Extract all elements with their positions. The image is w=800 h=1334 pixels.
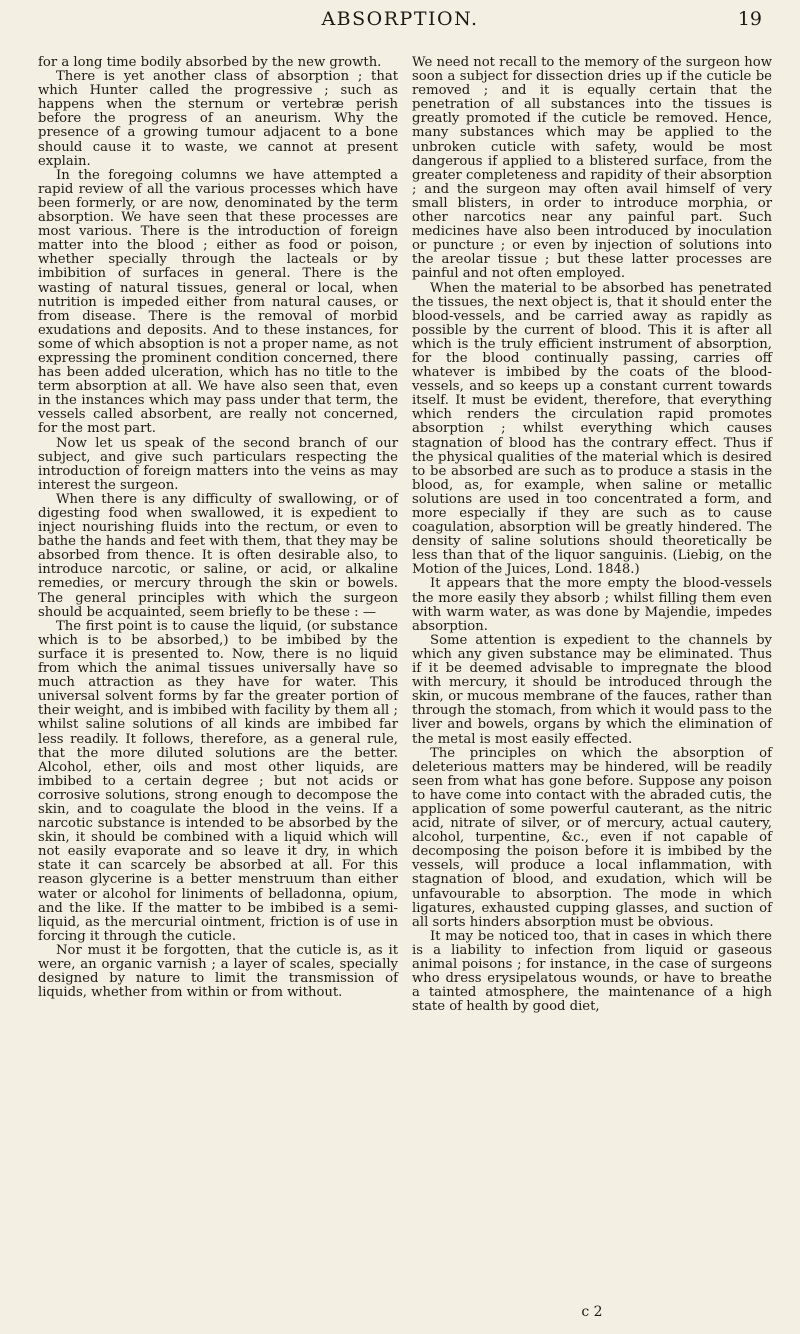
paragraph: There is yet another class of absorption ; that which Hunter called the progressive ; such as happens when the sternum or vertebræ perish before the progress of an aneurism. Why the presence of a growing tumour adjacent to a bone should cause it to waste, we cannot at present explain. xyxy=(38,69,398,169)
paragraph: It may be noticed too, that in cases in which there is a liability to infection from liquid or gaseous animal poisons ; for instance, in the case of surgeons who dress erysipelatous wounds, or have to breathe a tainted atmosphere, the maintenance of a high state of health by good diet, xyxy=(412,928,772,1015)
paragraph: When the material to be absorbed has penetrated the tissues, the next object is, that it should enter the blood-vessels, and be carried away as rapidly as possible by the current of blood. This it is after all which is the truly efficient instrument of absorption, for the blood continually passing, carries off whatever is imbibed by the coats of the blood-vessels, and so keeps up a constant current towards itself. It must be evident, therefore, that everything which renders the circulation rapid promotes absorption ; whilst everything which causes stagnation of blood has the contrary effect. Thus if the physical qualities of the material which is desired to be absorbed are such as to produce a stasis in the blood, as, for example, when saline or metallic solutions are used in too concentrated a form, and more especially if they are such as to cause coagulation, absorption will be greatly hindered. The density of saline solutions should theoretically be less than that of the liquor sanguinis. (Liebig, on the Motion of the Juices, Lond. 1848.) xyxy=(412,280,772,578)
left-column xyxy=(38,56,398,1000)
page-number: 19 xyxy=(737,8,762,30)
paragraph: for a long time bodily absorbed by the new growth. xyxy=(38,55,382,70)
page-header xyxy=(0,4,800,38)
running-title: ABSORPTION. xyxy=(321,8,479,30)
paragraph: Now let us speak of the second branch of our subject, and give such particulars respecting the introduction of foreign matters into the veins as may interest the surgeon. xyxy=(38,435,398,493)
paragraph: When there is any difficulty of swallowing, or of digesting food when swallowed, it is expedient to inject nourishing fluids into the rectum, or even to bathe the hands and feet with them, that they may be absorbed from thence. It is often desirable also, to introduce narcotic, or saline, or acid, or alkaline remedies, or mercury through the skin or bowels. The general principles with which the surgeon should be acquainted, seem briefly to be these : — xyxy=(38,491,398,620)
paragraph: It appears that the more empty the blood-vessels the more easily they absorb ; whilst filling them even with warm water, as was done by Majendie, impedes absorption. xyxy=(412,576,772,634)
paragraph: Some attention is expedient to the channels by which any given substance may be eliminated. Thus if it be deemed advisable to impregnate the blood with mercury, it should be introduced through the skin, or mucous membrane of the fauces, rather than through the stomach, from which it would pass to the liver and bowels, organs by which the elimination of the metal is most easily effected. xyxy=(412,632,772,747)
paragraph: The principles on which the absorption of deleterious matters may be hindered, will be readily seen from what has gone before. Suppose any poison to have come into contact with the abraded cutis, the application of some powerful cauterant, as the nitric acid, nitrate of silver, or of mercury, actual cautery, alcohol, turpentine, &c., even if not capable of decomposing the poison before it is imbibed by the vessels, will produce a local inflammation, with stagnation of blood, and exudation, which will be unfavourable to absorption. The mode in which ligatures, exhausted cupping glasses, and suction of all sorts hinders absorption must be obvious. xyxy=(412,745,772,930)
paragraph: The first point is to cause the liquid, (or substance which is to be absorbed,) to be imbibed by the surface it is presented to. Now, there is no liquid from which the animal tissues universally have so much attraction as they have for water. This universal solvent forms by far the greater portion of their weight, and is imbibed with facility by them all ; whilst saline solutions of all kinds are imbibed far less readily. It follows, therefore, as a general rule, that the more diluted solutions are the better. Alcohol, ether, oils and most other liquids, are imbibed to a certain degree ; but not acids or corrosive solutions, strong enough to decompose the skin, and to coagulate the blood in the veins. If a narcotic substance is intended to be absorbed by the skin, it should be combined with a liquid which will not easily evaporate and so leave it dry, in which state it can scarcely be absorbed at all. For this reason glycerine is a better menstruum than either water or alcohol for liniments of belladonna, opium, and the like. If the matter to be imbibed is a semi-liquid, as the mercurial ointment, friction is of use in forcing it through the cuticle. xyxy=(38,618,398,944)
paragraph: Nor must it be forgotten, that the cuticle is, as it were, an organic varnish ; a layer of scales, specially designed by nature to limit the transmission of liquids, whether from within or from without. xyxy=(38,942,398,1001)
paragraph: We need not recall to the memory of the surgeon how soon a subject for dissection dries up if the cuticle be removed ; and it is equally certain that the penetration of all substances into the tissues is greatly promoted if the cuticle be removed. Hence, many substances which may be applied to the unbroken cuticle with safety, would be most dangerous if applied to a blistered surface, from the greater completeness and rapidity of their absorption ; and the surgeon may often avail himself of very small blisters, in order to introduce morphia, or other narcotics near any painful part. Such medicines have also been introduced by inoculation or puncture ; or even by injection of solutions into the areolar tissue ; but these latter processes are painful and not often employed. xyxy=(412,55,772,282)
signature-mark: c 2 xyxy=(581,1304,603,1320)
right-column xyxy=(412,56,772,1014)
paragraph: In the foregoing columns we have attempted a rapid review of all the various processes which have been formerly, or are now, denominated by the term absorption. We have seen that these processes are most various. There is the introduction of foreign matter into the blood ; either as food or poison, whether specially through the lacteals or by imbibition of surfaces in general. There is the wasting of natural tissues, general or local, when nutrition is impeded either from natural causes, or from disease. There is the removal of morbid exudations and deposits. And to these instances, for some of which absoption is not a proper name, as not expressing the prominent condition concerned, there has been added ulceration, which has no title to the term absorption at all. We have also seen that, even in the instances which may pass under that term, the vessels called absorbent, are really not concerned, for the most part. xyxy=(38,167,398,437)
